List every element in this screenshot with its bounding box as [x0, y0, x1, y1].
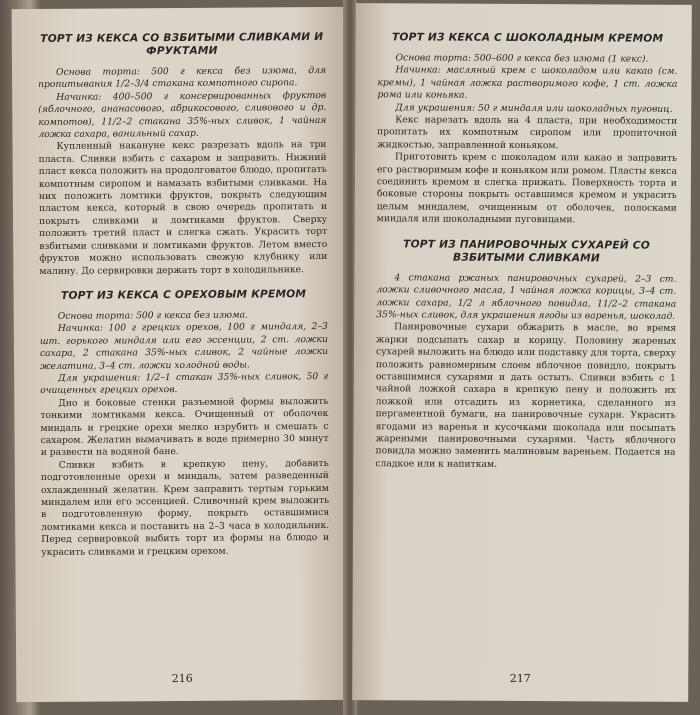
recipe-base: Основа торта: 500–600 г кекса без изюма (1 кекс).	[395, 52, 649, 65]
recipe-method: Приготовить крем с шоколадом или какао и заправить его растворимым кофе и коньяком или ромом. Пласты кекса соединить кремом и слегка прижать. Поверхность торта и боковые стороны покрыть оставшимся кремом и украсить целым миндалем, очищенным от оболочек, полосками миндаля или шоколадными пуговицами.	[376, 151, 678, 226]
recipe-title-breadcrumb-cake: ТОРТ ИЗ ПАНИРОВОЧНЫХ СУХАРЕЙ СО ВЗБИТЫМИ СЛИВКАМИ	[403, 238, 650, 265]
recipe-base: Основа торта: 500 г кекса без изюма.	[57, 309, 249, 322]
recipe-decoration: Для украшения: 1/2–1 стакан 35%-ных сливок, 50 г очищенных грецких орехов.	[40, 370, 329, 397]
recipe-title-cake-nut-cream: ТОРТ ИЗ КЕКСА С ОРЕХОВЫМ КРЕМОМ	[60, 288, 307, 302]
recipe-filling: Начинка: масляный крем с шоколадом или какао (см. кремы), 1 чайная ложка растворимого кофе, 1 ст. ложка рома или коньяка.	[377, 64, 678, 101]
page-number-right: 217	[509, 671, 531, 686]
right-page	[352, 3, 692, 702]
recipe-filling: Начинка: 100 г грецких орехов, 100 г миндаля, 2–3 шт. горького миндаля или его эссенции, 2 ст. ложки сахара, 2 стакана 35%-ных сливок, 2 чайные ложки желатина, 3–4 ст. ложки холодной воды.	[39, 321, 329, 372]
recipe-base: Основа торта: 500 г кекса без изюма, для пропитывания 1/2–3/4 стакана компотного сиропа.	[38, 64, 327, 91]
recipe-filling: Начинка: 400–500 г консервированных фруктов (яблочного, ананасового, абрикосового, сливового и др. компотов), 11/2–2 стакана 35%-ных сливок, 1 чайная ложка сахара, ванильный сахар.	[38, 89, 327, 141]
recipe-method: Дно и боковые стенки разъемной формы выложить тонкими ломтиками кекса. Очищенный от оболочек миндаль и грецкие орехи мелко изрубить и смешать с сахаром. Желатин вымачивать в воде примерно 30 минут и развести на водяной бане.	[40, 395, 329, 459]
recipe-method: Сливки взбить в крепкую пену, добавить подготовленные орехи и миндаль, затем разведенный охлажденный желатин. Крем заправить тертым горьким миндалем или его эссенцией. Сливочный крем выложить в подготовленную форму, покрыть оставшимися ломтиками кекса и поставить на 2–3 часа в холодильник. Перед сервировкой выбить торт из формы на блюдо и украсить сливками и грецким орехом.	[40, 457, 330, 558]
recipe-method: Купленный накануне кекс разрезать вдоль на три пласта. Сливки взбить с сахаром и заправить. Нижний пласт кекса положить на продолговатое блюдо, пропитать компотным сиропом и намазать взбитыми сливками. На них положить ломтики фруктов, покрыть следующим пластом кекса, который в свою очередь пропитать и покрыть сливками и ломтиками фруктов. Сверху положить третий пласт и слегка сжать. Украсить торт взбитыми сливками и ломтиками фруктов. Летом вместо фруктов можно использовать свежую клубнику или малину. До сервировки держать торт в холодильнике.	[38, 139, 328, 277]
recipe-title-cake-chocolate-cream: ТОРТ ИЗ КЕКСА С ШОКОЛАДНЫМ КРЕМОМ	[391, 31, 664, 45]
recipe-title-cake-cream-fruit: ТОРТ ИЗ КЕКСА СО ВЗБИТЫМИ СЛИВКАМИ И ФРУКТАМИ	[40, 30, 324, 58]
page-number-left: 216	[171, 671, 193, 686]
recipe-decoration: Для украшения: 50 г миндаля или шоколадных пуговиц.	[395, 101, 673, 115]
recipe-ingredients: 4 стакана ржаных панировочных сухарей, 2–3 ст. ложки сливочного масла, 1 чайная ложка корицы, 3–4 ст. ложки сахара, 1/2 л яблочного повидла, 11/2–2 стакана 35%-ных сливок, для украшения ягоды из варенья, шоколад.	[376, 272, 677, 322]
left-page	[12, 7, 349, 702]
recipe-method: Кекс нарезать вдоль на 4 пласта, при необходимости пропитать их компотным сиропом или пропиточной жидкостью, заправленной коньяком.	[377, 114, 678, 152]
recipe-method: Панировочные сухари обжарить в масле, во время жарки подсыпать сахар и корицу. Половину жареных сухарей выложить на блюдо или подставку для торта, сверху положить равномерным слоем яблочное повидло, покрыть оставшимися сухарями и дать остыть. Сливки взбить с 1 чайной ложкой сахара в крепкую пену и положить их ложкой или отсадить из корнетика, сделанного из пергаментной бумаги, на панировочные сухари. Украсить ягодами из варенья и кусочками шоколада или посыпать жареными панировочными сухарями. Часть яблочного повидла можно заменить малиновым вареньем. Подается на сладкое или к напиткам.	[375, 321, 677, 470]
